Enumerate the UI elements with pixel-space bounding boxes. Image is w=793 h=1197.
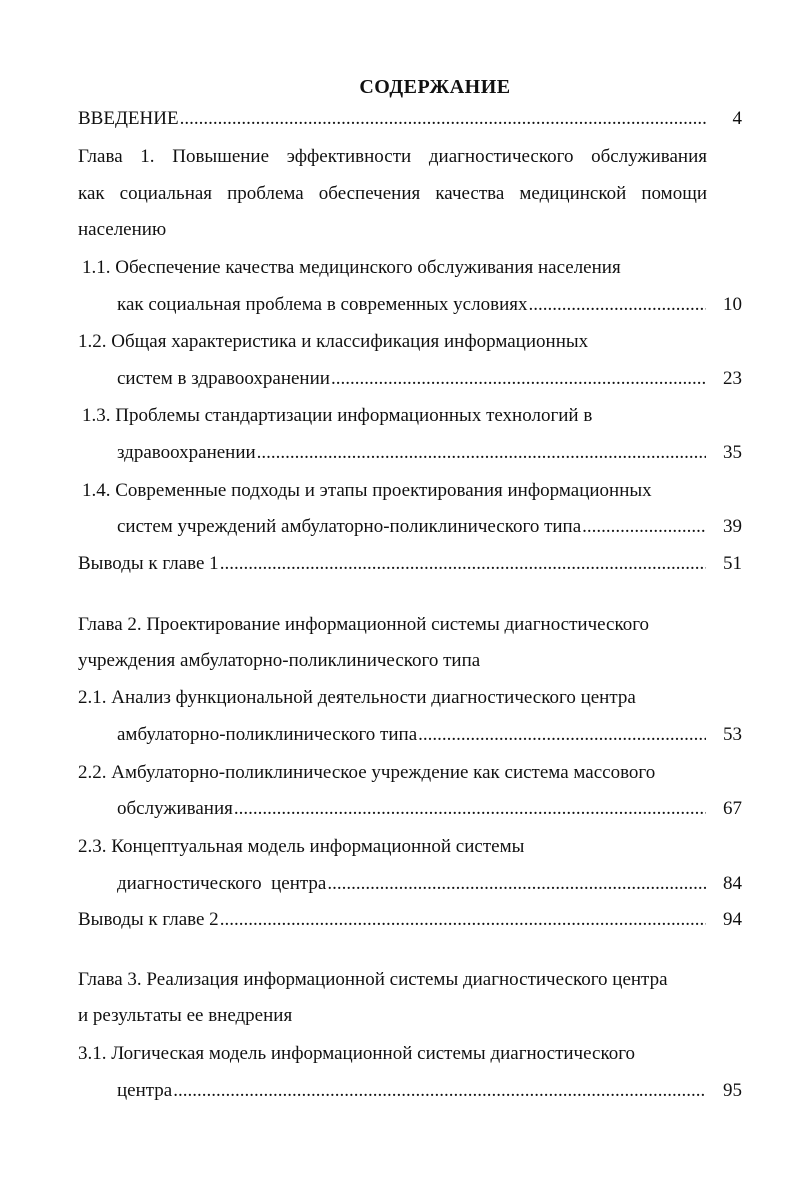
- toc-section-2-2: [78, 762, 655, 784]
- toc-section-3-1: [78, 1043, 635, 1065]
- toc-page-number: 10: [723, 294, 742, 315]
- toc-section-1-4-line-2: [117, 516, 706, 538]
- section-number: 1.2.: [78, 331, 107, 352]
- section-title-line-2: как социальная проблема в современных условиях: [117, 294, 528, 315]
- toc-section-1-2-line-2: [117, 368, 706, 390]
- section-title-line-2: обслуживания: [117, 798, 233, 819]
- toc-entry-label: Выводы к главе 1: [78, 553, 219, 574]
- toc-entry-label: Выводы к главе 2: [78, 909, 219, 930]
- section-title-line-2: диагностического центра: [117, 873, 327, 894]
- toc-section-2-1: [78, 687, 636, 709]
- toc-section-1-1-line-2: [117, 294, 706, 316]
- leader-dots: [331, 368, 706, 390]
- toc-page-number: 4: [732, 108, 742, 129]
- toc-page-number: 51: [723, 553, 742, 574]
- section-title-line-1: Анализ функциональной деятельности диагностического центра: [111, 687, 636, 708]
- leader-dots: [327, 873, 706, 895]
- section-title-line-2: систем учреждений амбулаторно-поликлинического типа: [117, 516, 582, 537]
- section-number: 3.1.: [78, 1043, 107, 1064]
- leader-dots: [234, 798, 706, 820]
- toc-section-2-2-line-2: [117, 798, 706, 820]
- toc-section-2-3-line-2: [117, 873, 706, 895]
- leader-dots: [220, 909, 706, 931]
- toc-entry-conclusions-2: [78, 909, 706, 931]
- section-number: 2.3.: [78, 836, 107, 857]
- toc-section-1-3-line-2: [117, 442, 706, 464]
- section-title-line-2: здравоохранении: [117, 442, 256, 463]
- toc-section-1-4: [82, 480, 652, 502]
- leader-dots: [418, 724, 706, 746]
- toc-page-number: 67: [723, 798, 742, 819]
- toc-title: СОДЕРЖАНИЕ: [359, 76, 511, 98]
- leader-dots: [220, 553, 706, 575]
- section-title-line-2: систем в здравоохранении: [117, 368, 330, 389]
- chapter-1-heading-line-2: как социальная проблема обеспечения качества медицинской помощи: [78, 183, 707, 204]
- toc-page-number: 94: [723, 909, 742, 930]
- toc-section-2-1-line-2: [117, 724, 706, 746]
- toc-page-number: 53: [723, 724, 742, 745]
- toc-section-2-3: [78, 836, 524, 858]
- chapter-1-heading-line-1: Глава 1. Повышение эффективности диагностического обслуживания: [78, 146, 707, 167]
- section-title-line-1: Амбулаторно-поликлиническое учреждение как система массового: [111, 762, 656, 783]
- chapter-2-heading-line-1: Глава 2. Проектирование информационной системы диагностического: [78, 614, 650, 635]
- toc-section-1-1: [82, 257, 621, 279]
- toc-entry-label: ВВЕДЕНИЕ: [78, 108, 179, 129]
- section-number: 1.4.: [82, 480, 111, 501]
- chapter-3-heading-line-2: и результаты ее внедрения: [78, 1005, 293, 1026]
- leader-dots: [180, 108, 706, 130]
- chapter-2-heading-line-2: учреждения амбулаторно-поликлинического типа: [78, 650, 481, 671]
- chapter-3-heading-line-1: Глава 3. Реализация информационной системы диагностического центра: [78, 969, 668, 990]
- section-title-line-1: Концептуальная модель информационной системы: [111, 836, 525, 857]
- section-number: 1.3.: [82, 405, 111, 426]
- toc-page-number: 35: [723, 442, 742, 463]
- section-title-line-1: Общая характеристика и классификация информационных: [111, 331, 589, 352]
- section-number: 2.1.: [78, 687, 107, 708]
- toc-section-1-3: [82, 405, 592, 427]
- toc-section-3-1-line-2: [117, 1080, 706, 1102]
- section-title-line-2: центра: [117, 1080, 173, 1101]
- leader-dots: [528, 294, 706, 316]
- toc-page-number: 39: [723, 516, 742, 537]
- section-title-line-1: Обеспечение качества медицинского обслуживания населения: [115, 257, 621, 278]
- toc-entry-intro: [78, 108, 706, 130]
- leader-dots: [257, 442, 706, 464]
- toc-section-1-2: [78, 331, 588, 353]
- toc-page-number: 95: [723, 1080, 742, 1101]
- section-title-line-1: Современные подходы и этапы проектирования информационных: [115, 480, 652, 501]
- section-title-line-1: Проблемы стандартизации информационных технологий в: [115, 405, 593, 426]
- section-number: 1.1.: [82, 257, 111, 278]
- chapter-1-heading-line-3: населению: [78, 219, 167, 240]
- toc-entry-conclusions-1: [78, 553, 706, 575]
- leader-dots: [173, 1080, 706, 1102]
- section-title-line-1: Логическая модель информационной системы диагностического: [111, 1043, 636, 1064]
- section-number: 2.2.: [78, 762, 107, 783]
- leader-dots: [582, 516, 706, 538]
- toc-page-number: 84: [723, 873, 742, 894]
- section-title-line-2: амбулаторно-поликлинического типа: [117, 724, 418, 745]
- toc-page-number: 23: [723, 368, 742, 389]
